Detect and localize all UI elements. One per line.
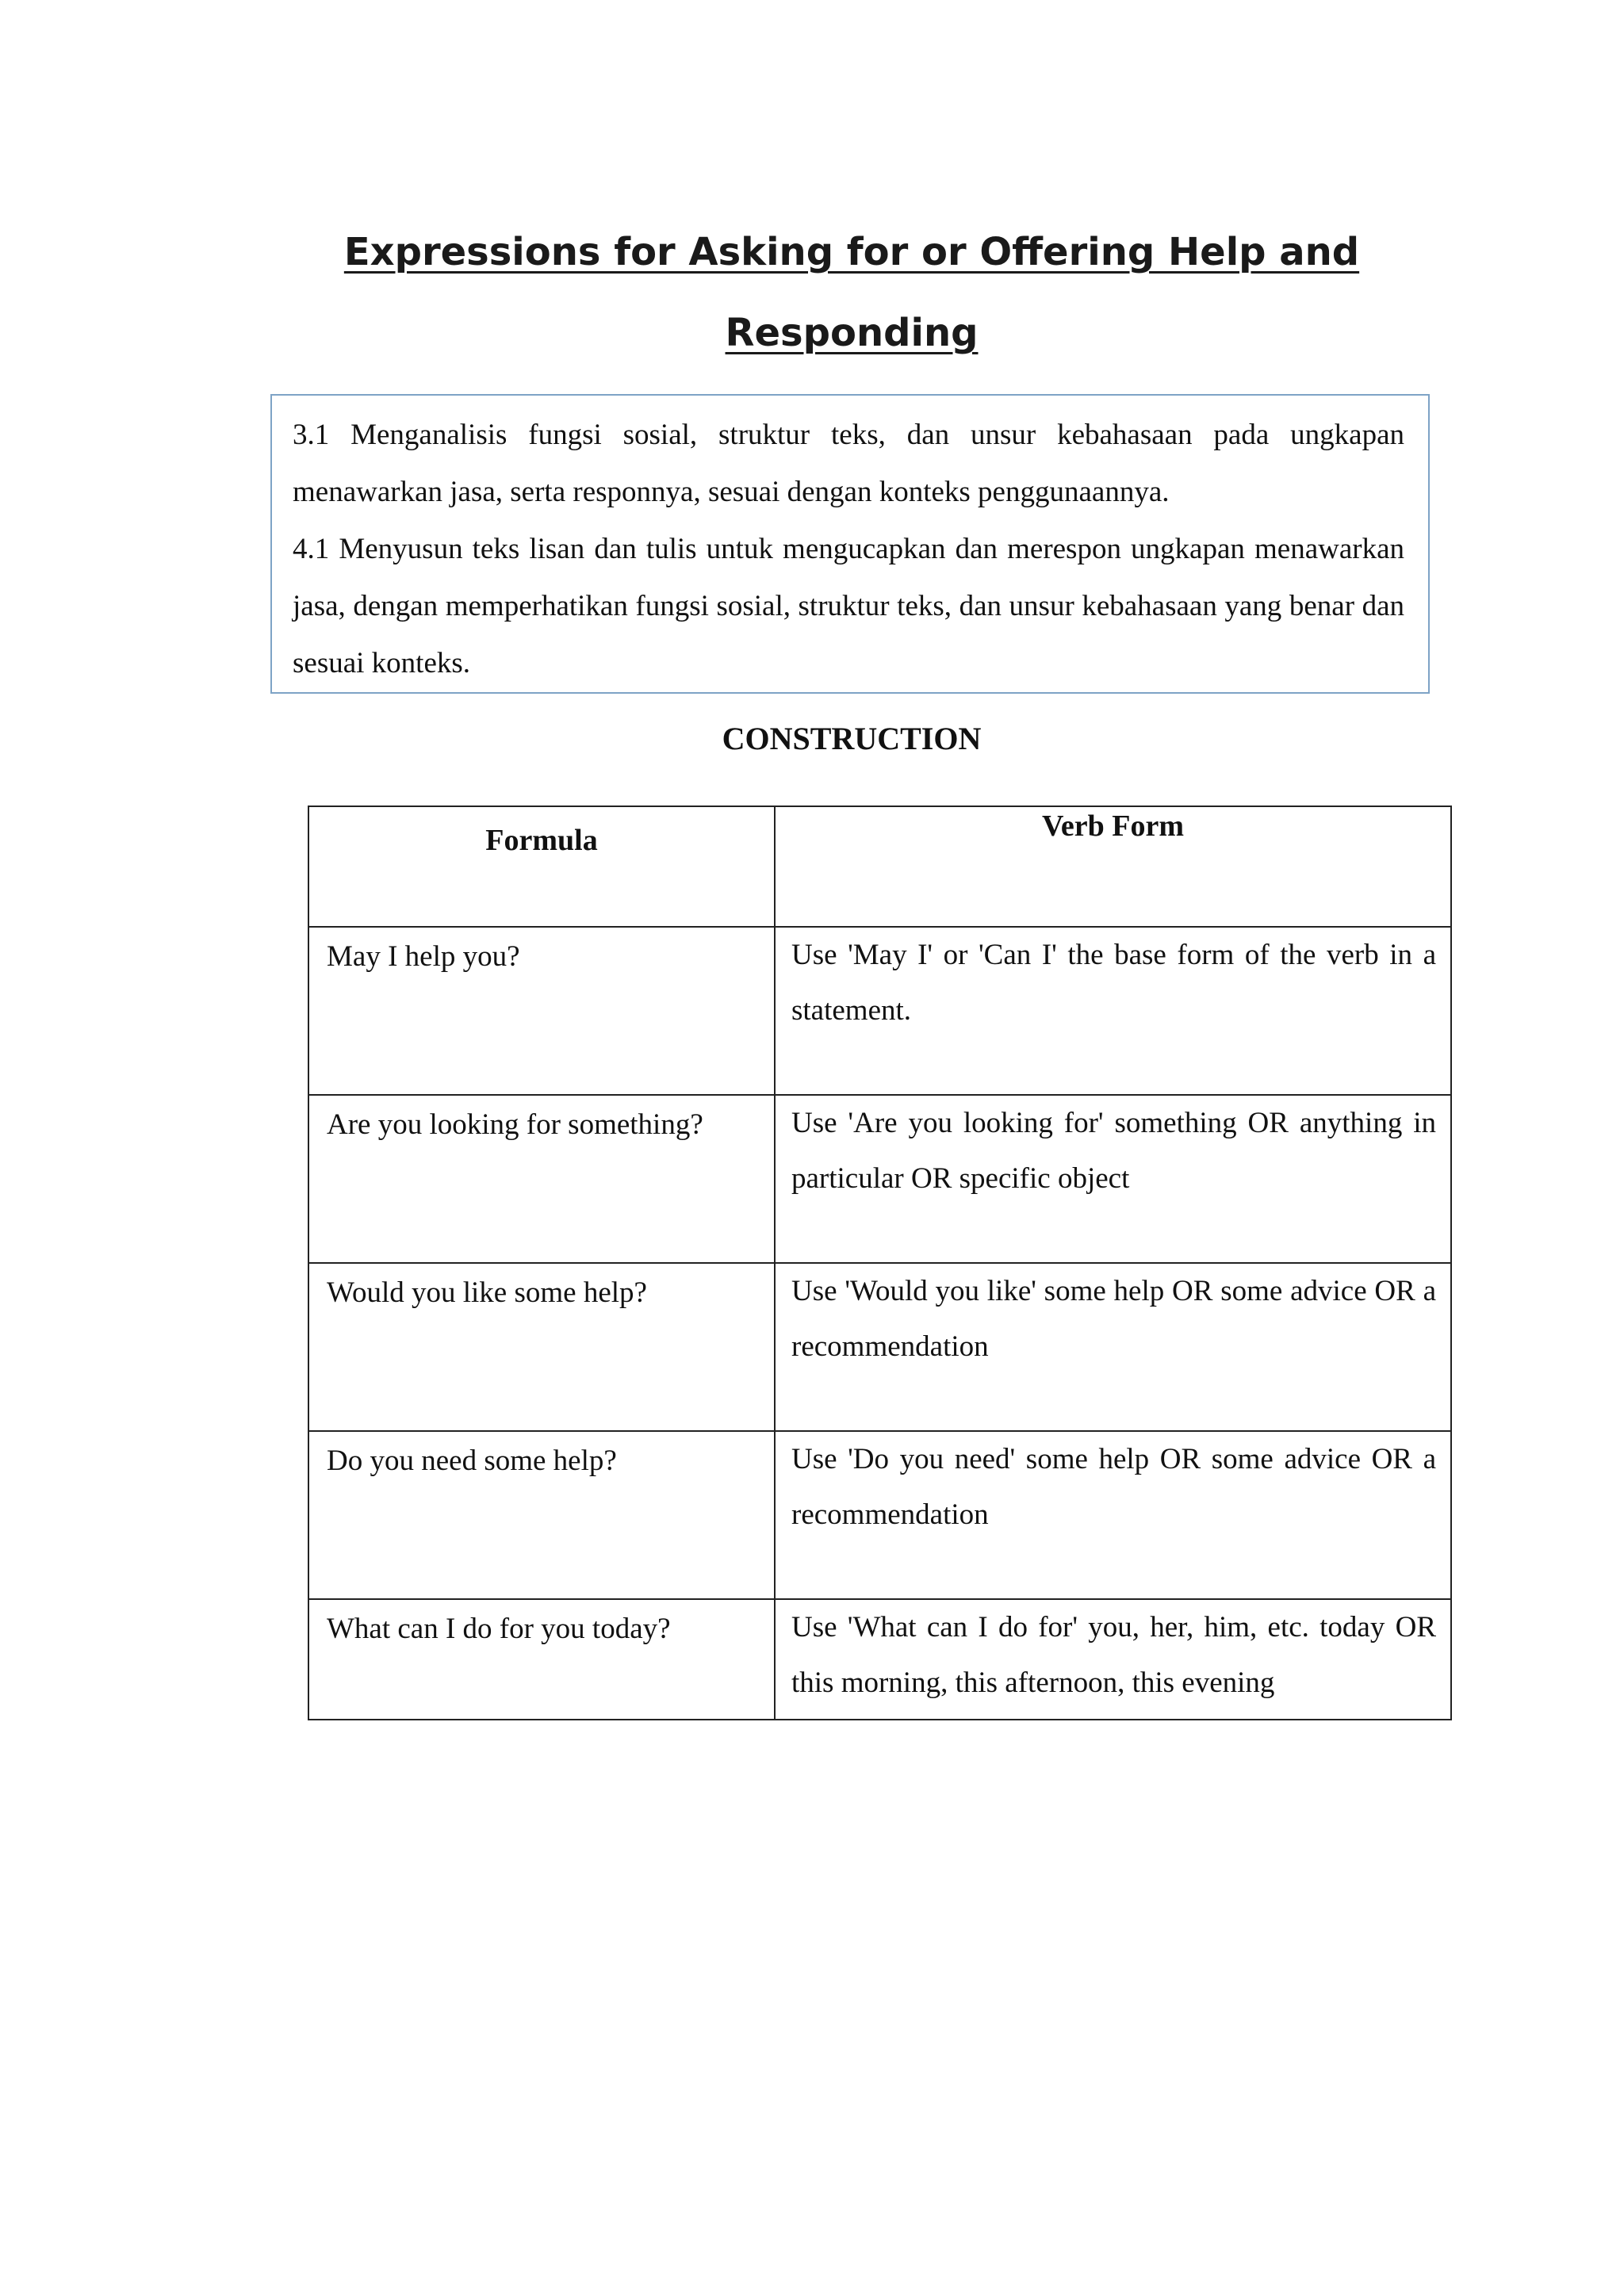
formula-cell: Do you need some help? xyxy=(308,1431,775,1599)
section-heading: CONSTRUCTION xyxy=(722,721,982,756)
competency-4-1: 4.1 Menyusun teks lisan dan tulis untuk mengucapkan dan merespon ungkapan menawarkan jasa, dengan memperhatikan fungsi sosial, struktur teks, dan unsur kebahasaan yang benar dan sesuai konteks. xyxy=(293,533,1404,679)
formula-cell: What can I do for you today? xyxy=(308,1599,775,1720)
formula-cell: Would you like some help? xyxy=(308,1263,775,1431)
page-title-line-1: Expressions for Asking for or Offering Help and xyxy=(343,230,1360,274)
table-row xyxy=(308,1263,1451,1431)
verb-form-cell: Use 'What can I do for' you, her, him, etc. today OR this morning, this afternoon, this evening xyxy=(775,1599,1451,1720)
formula-cell: May I help you? xyxy=(308,927,775,1095)
construction-table xyxy=(308,806,1452,1720)
competency-3-1: 3.1 Menganalisis fungsi sosial, struktur teks, dan unsur kebahasaan pada ungkapan menawarkan jasa, serta responnya, sesuai dengan konteks penggunaannya. xyxy=(293,419,1404,508)
table-row xyxy=(308,1095,1451,1263)
table-row xyxy=(308,927,1451,1095)
verb-form-cell: Use 'Would you like' some help OR some advice OR a recommendation xyxy=(775,1263,1451,1431)
verb-form-cell: Use 'May I' or 'Can I' the base form of the verb in a statement. xyxy=(775,927,1451,1095)
verb-form-cell: Use 'Are you looking for' something OR anything in particular OR specific object xyxy=(775,1095,1451,1263)
page-title-line-2: Responding xyxy=(725,311,979,355)
table-row xyxy=(308,1599,1451,1720)
header-verb-form: Verb Form xyxy=(775,806,1451,927)
formula-cell: Are you looking for something? xyxy=(308,1095,775,1263)
header-formula: Formula xyxy=(308,806,775,927)
table-header-row xyxy=(308,806,1451,927)
table-row xyxy=(308,1431,1451,1599)
basic-competencies-box xyxy=(270,394,1430,694)
verb-form-cell: Use 'Do you need' some help OR some advice OR a recommendation xyxy=(775,1431,1451,1599)
